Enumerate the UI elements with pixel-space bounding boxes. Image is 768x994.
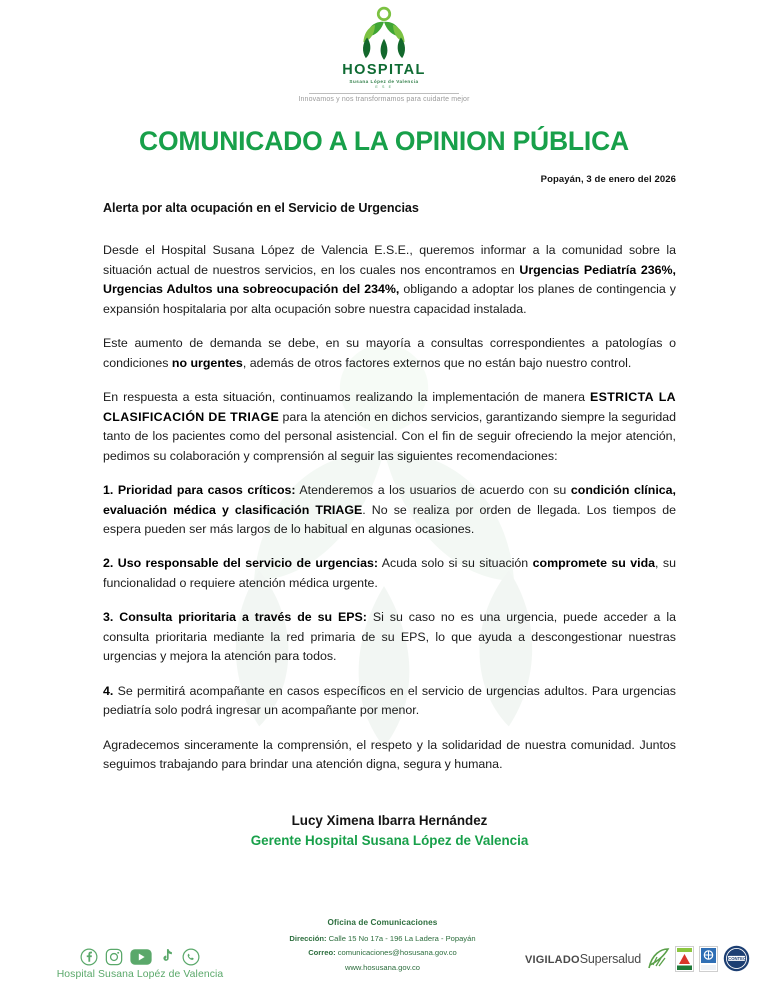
item1-text-b: . No se realiza por orden de llegada. Los tiempos de espera pueden ser más largos de lo habitual en algunas ocasiones. [103,502,676,537]
logo-divider [309,93,459,94]
signature-block [103,811,676,851]
item1-text-a: Atenderemos a los usuarios de acuerdo con su [295,483,571,498]
item3-text: Si su caso no es una urgencia, puede acceder a la consulta prioritaria mediante la red primaria de su EPS, lo que ayuda a descongestionar nuestras urgencias y mejora la atención para todos. [103,610,676,664]
communications-office-block [289,918,475,976]
address-label: Dirección: [289,933,327,943]
youtube-icon[interactable] [130,948,152,966]
hospital-leaf-person-logo-icon [353,6,415,62]
p1-text-a: Desde el Hospital Susana López de Valencia E.S.E., queremos informar a la comunidad sobre la situación actual de nuestros servicios, en los cuales nos encontramos en [103,243,676,277]
office-title: Oficina de Comunicaciones [327,917,438,927]
social-links-block [40,948,240,980]
office-website[interactable]: www.hosusana.gov.co [344,963,420,973]
document-subtitle: Alerta por alta ocupación en el Servicio de Urgencias [103,201,419,216]
whatsapp-icon[interactable] [182,948,200,966]
recommendation-item-1 [103,481,676,539]
icontec-seal-text: ICONTEC [726,955,747,961]
page-title: COMUNICADO A LA OPINION PÚBLICA [139,126,629,157]
email-label: Correo: [308,948,336,958]
recommendation-item-4 [103,682,676,721]
p2-text-b: , además de otros factores externos que no están bajo nuestro control. [242,355,632,370]
recommendation-item-3 [103,608,676,666]
hospital-logo-block [0,0,768,104]
logo-subtitle: Susana López de Valencia [349,78,419,84]
instagram-icon[interactable] [105,948,123,966]
supersalud-word: Supersalud [579,951,641,966]
p3-triage-emphasis: ESTRICTA LA CLASIFICACIÓN DE TRIAGE [103,390,676,424]
logo-wordmark: HOSPITAL [342,62,426,78]
address-value: Calle 15 No 17a - 196 La Ladera - Popayán [326,933,476,943]
signatory-role: Gerente Hospital Susana López de Valencia [250,832,529,848]
item3-heading: 3. Consulta prioritaria a través de su EPS: [103,610,367,625]
social-icon-row [40,948,240,966]
item1-criteria: condición clínica, evaluación médica y clasificación TRIAGE [103,483,676,517]
certification-badges [525,945,750,972]
facebook-icon[interactable] [80,948,98,966]
p1-occupancy-figures: Urgencias Pediatría 236%, Urgencias Adultos una sobreocupación del 234%, [103,262,676,297]
item2-life-threat: compromete su vida [532,556,656,571]
paragraph-triage [103,388,676,466]
paragraph-demand [103,334,676,373]
p2-text-a: Este aumento de demanda se debe, en su mayoría a consultas correspondientes a patologías o condiciones [103,336,676,370]
office-email [289,946,475,961]
paragraph-occupancy [103,241,676,319]
p2-non-urgent: no urgentes [171,355,243,370]
vigilado-word: VIGILADO [524,953,580,966]
paragraph-closing: Agradecemos sinceramente la comprensión, el respeto y la solidaridad de nuestra comunidad. Juntos seguimos trabajando para brindar una atención digna, segura y humana. [103,737,676,772]
date-line: Popayán, 3 de enero del 2026 [540,174,676,186]
social-caption: Hospital Susana Lopéz de Valencia [56,969,224,980]
p3-text-b: para la atención en dichos servicios, garantizando siempre la seguridad tanto de los pacientes como del personal asistencial. Con el fin de seguir ofreciendo la mejor atención, pedimos su colaboración y comprensión al seguir las siguientes recomendaciones: [103,409,677,463]
tiktok-icon[interactable] [159,948,175,966]
item4-number: 4. [103,683,114,698]
page-footer [0,918,768,980]
signatory-name: Lucy Ximena Ibarra Hernández [291,812,488,828]
p1-text-b: obligando a adoptar los planes de contingencia y expansión hospitalaria por alta ocupación sobre nuestra capacidad instalada. [103,282,676,316]
recommendation-item-2 [103,554,676,593]
vigilado-supersalud-label [525,952,641,966]
item2-text-b: , su funcionalidad o requiere atención médica urgente. [103,556,676,590]
email-value[interactable]: comunicaciones@hosusana.gov.co [335,948,457,958]
item2-text-a: Acuda solo si su situación [378,556,533,571]
icontec-seal-icon [723,945,750,972]
item4-text: Se permitirá acompañante en casos específicos en el servicio de urgencias adultos. Para urgencias pediatría solo podrá ingresar un acompañante por menor. [103,683,676,718]
accreditation-swoosh-icon [646,946,670,972]
office-address [289,932,475,947]
document-body [103,215,676,851]
blue-cert-badge-icon [699,946,718,972]
green-cert-badge-icon [675,946,694,972]
item2-heading: 2. Uso responsable del servicio de urgencias: [103,556,379,571]
hospital-tagline: Innovamos y nos transformamos para cuidarte mejor [298,96,470,103]
logo-ese-label: E S E [375,84,393,89]
p3-text-a: En respuesta a esta situación, continuamos realizando la implementación de manera [103,390,591,405]
item1-heading: 1. Prioridad para casos críticos: [103,483,296,498]
